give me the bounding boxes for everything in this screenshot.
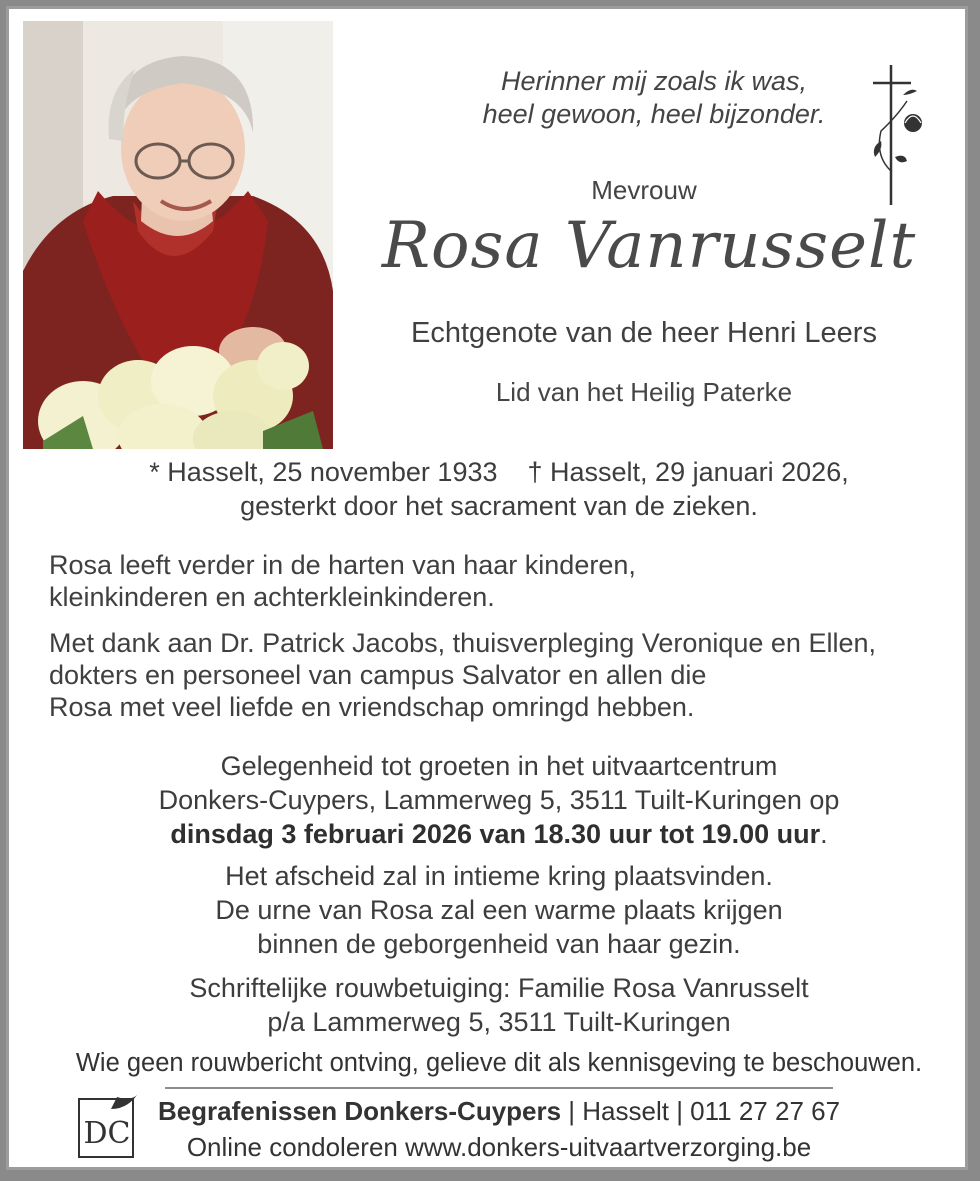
condolence-line: p/a Lammerweg 5, 3511 Tuilt-Kuringen xyxy=(267,1007,731,1037)
paragraph-line: Rosa leeft verder in de harten van haar kinderen, xyxy=(49,550,636,580)
notice-line: Wie geen rouwbericht ontving, gelieve dit als kennisgeving te beschouwen. xyxy=(75,1049,923,1077)
death-date: † Hasselt, 29 januari 2026, xyxy=(527,457,849,487)
website-link[interactable]: www.donkers-uitvaartverzorging.be xyxy=(405,1132,812,1162)
online-label: Online condoleren xyxy=(186,1132,406,1162)
svg-text:DC: DC xyxy=(83,1116,131,1151)
membership-line: Lid van het Heilig Paterke xyxy=(495,377,793,407)
portrait-photo xyxy=(23,21,333,449)
family-paragraph xyxy=(49,549,949,613)
paragraph-line: Met dank aan Dr. Patrick Jacobs, thuisverpleging Veronique en Ellen, xyxy=(49,628,876,658)
memorial-quote xyxy=(389,65,919,131)
quote-line: heel gewoon, heel bijzonder. xyxy=(482,99,826,129)
paragraph-line: Rosa met veel liefde en vriendschap omringd hebben. xyxy=(49,692,695,722)
condolence-address xyxy=(39,971,959,1039)
condolence-line: Schriftelijke rouwbetuiging: Familie Rosa Vanrusselt xyxy=(189,973,809,1003)
visitation-line: Gelegenheid tot groeten in het uitvaartcentrum xyxy=(220,751,778,781)
funeral-home-footer xyxy=(139,1093,859,1165)
paragraph-line: dokters en personeel van campus Salvator en allen die xyxy=(49,660,707,690)
deceased-name: Rosa Vanrusselt xyxy=(381,209,917,283)
farewell-info xyxy=(39,859,959,961)
farewell-line: De urne van Rosa zal een warme plaats krijgen xyxy=(215,895,783,925)
birth-date: * Hasselt, 25 november 1933 xyxy=(149,457,498,487)
birth-death-dates xyxy=(39,455,959,523)
footer-divider xyxy=(165,1087,833,1089)
visitation-line: Donkers-Cuypers, Lammerweg 5, 3511 Tuilt-Kuringen op xyxy=(158,785,840,815)
spouse-line: Echtgenote van de heer Henri Leers xyxy=(411,317,877,349)
company-name: Begrafenissen Donkers-Cuypers xyxy=(157,1096,562,1126)
visitation-period: . xyxy=(820,819,828,849)
farewell-line: Het afscheid zal in intieme kring plaatsvinden. xyxy=(225,861,773,891)
funeral-home-logo-icon xyxy=(77,1095,139,1161)
thanks-paragraph xyxy=(49,627,949,723)
paragraph-line: kleinkinderen en achterkleinkinderen. xyxy=(49,582,495,612)
sacrament-line: gesterkt door het sacrament van de zieken. xyxy=(240,491,758,521)
company-contact: | Hasselt | 011 27 27 67 xyxy=(561,1096,841,1126)
visitation-datetime: dinsdag 3 februari 2026 van 18.30 uur tot 19.00 uur xyxy=(170,819,821,849)
honorific-title: Mevrouw xyxy=(591,175,697,205)
visitation-info xyxy=(39,749,959,851)
farewell-line: binnen de geborgenheid van haar gezin. xyxy=(257,929,741,959)
quote-line: Herinner mij zoals ik was, xyxy=(500,66,808,96)
obituary-card xyxy=(6,6,968,1170)
